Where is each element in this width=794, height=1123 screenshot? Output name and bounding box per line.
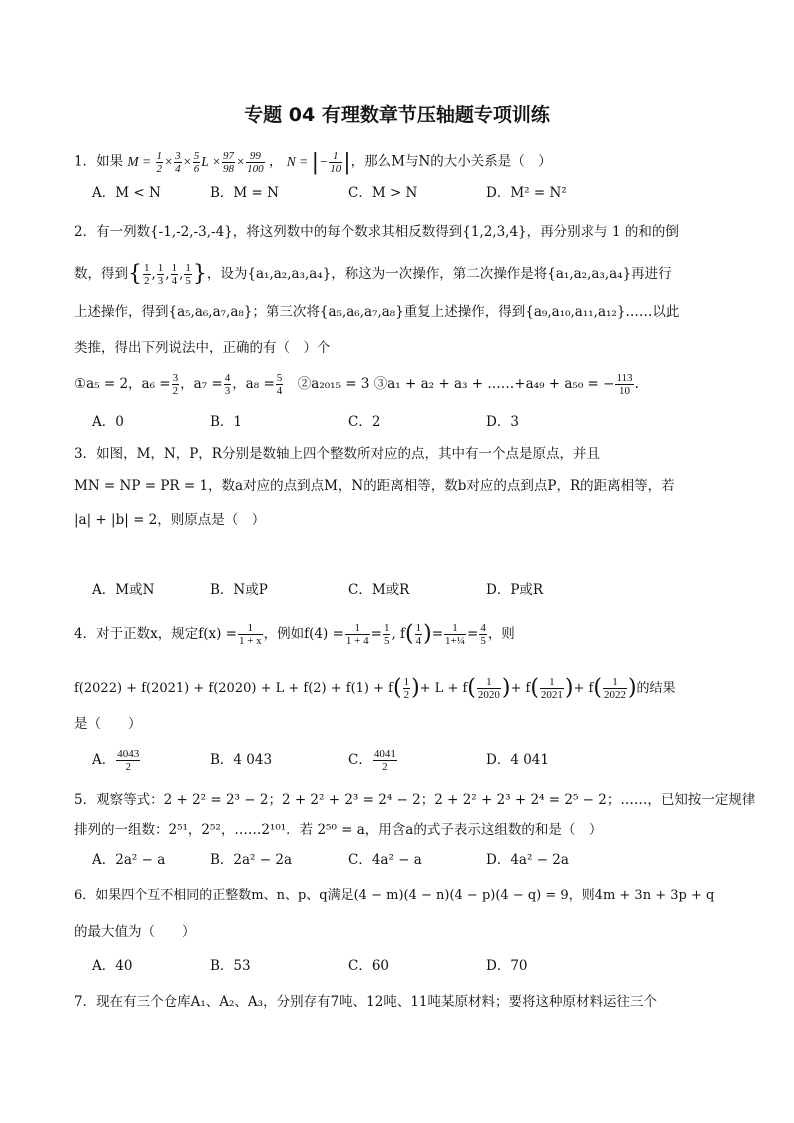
q6-option-d[interactable]: D．70 — [486, 958, 528, 974]
q1-option-b[interactable]: B．M = N — [210, 185, 279, 201]
q4-text-c: ，则 — [487, 626, 515, 642]
q1-option-a[interactable]: A．M < N — [92, 185, 161, 201]
question-4-line-1: 4．对于正数x，规定f(x) = $\frac{1}{1 + x}$ ，例如f(4) = $\frac{1}{1 + 4}$ = $\frac{1}{5}$ , f( $\frac{1}{4}$ )= $\frac{1}{\text{1+¼}}$ = $\frac{4}{5}$ ，则 — [74, 621, 515, 647]
q2-stmt-e: . — [634, 376, 639, 392]
question-6-line-1: 6．如果四个互不相同的正整数m、n、p、q满足(4 − m)(4 − n)(4 − p)(4 − q) = 9，则4m + 3n + 3p + q — [74, 888, 715, 903]
q3-option-a[interactable]: A．M或N — [92, 582, 155, 598]
question-1: 1．如果 M = $\frac{1}{2}$ × $\frac{3}{4}$ × $\frac{5}{6}$ L × $\frac{97}{98}$ × $\frac{99}{100}$ ， N = |− $\frac{1}{10}$ |，那么M与N的大小关系是（ ） — [74, 149, 552, 175]
q5-option-b[interactable]: B．2a² − 2a — [210, 852, 293, 868]
q4-expr-b: + L + f — [419, 681, 468, 696]
question-7-line-1: 7．现在有三个仓库A₁、A₂、A₃，分别存有7吨、12吨、11吨某原材料；要将这种原材料运往三个 — [74, 994, 658, 1010]
question-5-line-2: 排列的一组数：2⁵¹，2⁵²，……2¹⁰¹．若 2⁵⁰ = a，用含a的式子表示这组数的和是（ ） — [74, 822, 603, 838]
q4-option-a[interactable]: A． $\frac{4043}{2}$ — [92, 748, 140, 773]
question-4-line-2: f(2022) + f(2021) + f(2020) + L + f(2) + f(1) + f( $\frac{1}{2}$ )+ L + f( $\frac{1}{2020}$ )+ f( $\frac{1}{2021}$ )+ f( $\frac{1}{2022}$ )的结果 — [74, 675, 676, 701]
q4-expr-c: 的结果 — [636, 681, 676, 696]
question-2-line-1: 2．有一列数{-1,-2,-3,-4}，将这列数中的每个数求其相反数得到{1,2,3,4}，再分别求与 1 的和的倒 — [74, 224, 679, 240]
q6-option-a[interactable]: A．40 — [92, 958, 133, 974]
q2-option-c[interactable]: C．2 — [348, 414, 381, 430]
question-2-line-4: 类推，得出下列说法中，正确的有（ ）个 — [74, 340, 331, 356]
math-N-expr: N = |− $\frac{1}{10}$ | — [286, 149, 351, 175]
q4-option-c-label: C． — [348, 752, 372, 768]
question-3-line-2: MN = NP = PR = 1，数a对应的点到点M，N的距离相等，数b对应的点到点P，R的距离相等，若 — [74, 478, 675, 494]
q2-stmt-c: ，a₈ = — [232, 376, 275, 392]
q2-stmt-a: ①a₅ = 2，a₆ = — [74, 376, 171, 392]
question-2-line-5: ①a₅ = 2，a₆ = $\frac{3}{2}$ ，a₇ = $\frac{4}{3}$ ，a₈ = $\frac{5}{4}$ ②a₂₀₁₅ = 3 ③a₁ + a₂ + a₃ + ……+a₄₉ + a₅₀ = − $\frac{113}{10}$ . — [74, 372, 639, 397]
q3-option-c[interactable]: C．M或R — [348, 582, 410, 598]
question-2-line-2: 数，得到{ $\frac{1}{2}$ , $\frac{1}{3}$ , $\frac{1}{4}$ , $\frac{1}{5}$ }，设为{a₁,a₂,a₃,a₄}，称这为一次操作，第二次操作是将{a₁,a₂,a₃,a₄}再进行 — [74, 261, 672, 287]
q4-option-b[interactable]: B．4 043 — [210, 752, 273, 768]
q5-option-d[interactable]: D．4a² − 2a — [486, 852, 569, 868]
math-M-expr: M = $\frac{1}{2}$ × $\frac{3}{4}$ × $\frac{5}{6}$ L × $\frac{97}{98}$ × $\frac{99}{100}$ — [127, 150, 264, 175]
page-title: 专题 04 有理数章节压轴题专项训练 — [244, 104, 550, 126]
q2-option-b[interactable]: B．1 — [210, 414, 243, 430]
question-2-line-3: 上述操作，得到{a₅,a₆,a₇,a₈}；第三次将{a₅,a₆,a₇,a₈}重复上述操作，得到{a₉,a₁₀,a₁₁,a₁₂}……以此 — [74, 304, 680, 320]
q2-stmt-b: ，a₇ = — [180, 376, 223, 392]
q1-option-d[interactable]: D．M² = N² — [486, 185, 567, 201]
q6-option-b[interactable]: B．53 — [210, 958, 251, 974]
q5-option-a[interactable]: A．2a² − a — [92, 852, 166, 868]
question-6-line-2: 的最大值为（ ） — [74, 924, 196, 940]
q2-text-b: ，设为{a₁,a₂,a₃,a₄}，称这为一次操作，第二次操作是将{a₁,a₂,a₃,a₄}再进行 — [206, 266, 672, 282]
question-1-prefix: 1．如果 — [74, 153, 124, 170]
q3-option-d[interactable]: D．P或R — [486, 582, 544, 598]
q1-option-c[interactable]: C．M > N — [348, 185, 418, 201]
question-3-line-3: |a| + |b| = 2，则原点是（ ） — [74, 512, 266, 528]
q4-text-a: 4．对于正数x，规定f(x) = — [74, 626, 237, 642]
q2-option-d[interactable]: D．3 — [486, 414, 519, 430]
question-1-text: ，那么M与N的大小关系是（ ） — [350, 153, 552, 170]
q3-option-b[interactable]: B．N或P — [210, 582, 268, 598]
q2-stmt-d: ②a₂₀₁₅ = 3 ③a₁ + a₂ + a₃ + ……+a₄₉ + a₅₀ = − — [284, 376, 615, 392]
q4-text-b: ，例如f(4) = — [263, 626, 344, 642]
q5-option-c[interactable]: C．4a² − a — [348, 852, 422, 868]
q4-expr-a: f(2022) + f(2021) + f(2020) + L + f(2) + f(1) + f — [74, 681, 393, 696]
q4-option-c[interactable]: C． $\frac{4041}{2}$ — [348, 748, 396, 773]
q4-option-a-label: A． — [92, 752, 116, 768]
question-3-line-1: 3．如图，M，N，P，R分别是数轴上四个整数所对应的点，其中有一个点是原点，并且 — [74, 446, 600, 462]
question-4-line-3: 是（ ） — [74, 716, 142, 732]
q6-option-c[interactable]: C．60 — [348, 958, 390, 974]
q2-text-a: 数，得到 — [74, 266, 128, 282]
question-5-line-1: 5．观察等式：2 + 2² = 2³ − 2；2 + 2² + 2³ = 2⁴ − 2；2 + 2² + 2³ + 2⁴ = 2⁵ − 2；……，已知按一定规律 — [74, 792, 756, 808]
q2-option-a[interactable]: A．0 — [92, 414, 124, 430]
q4-option-d[interactable]: D．4 041 — [486, 752, 549, 768]
